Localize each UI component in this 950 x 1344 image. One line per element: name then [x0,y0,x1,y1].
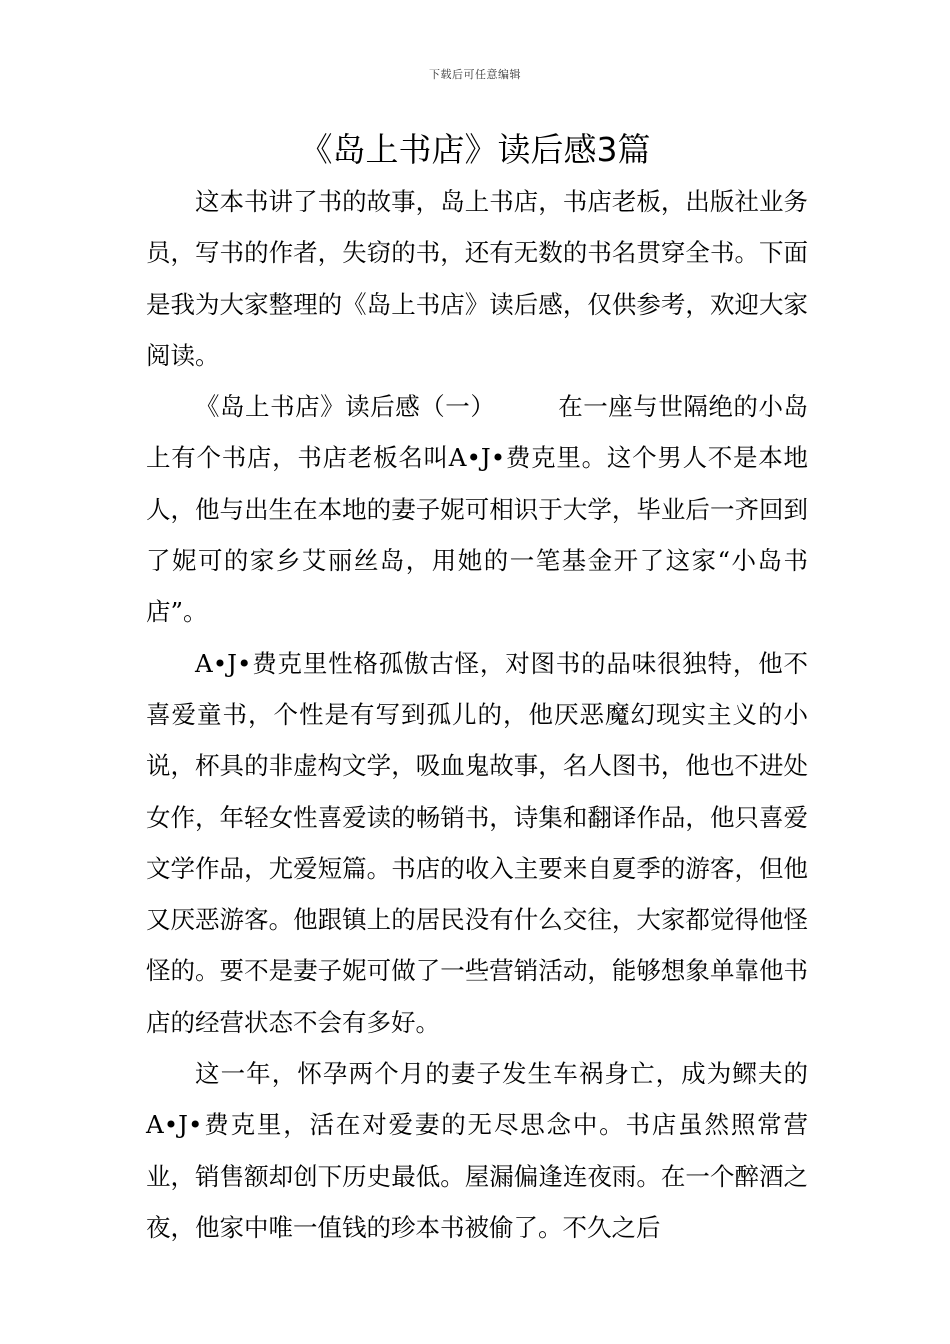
header-note: 下载后可任意编辑 [429,68,521,81]
document-title: 《岛上书店》读后感3篇 [299,130,651,169]
paragraph-part-one: 《岛上书店》读后感（一） 在一座与世隔绝的小岛上有个书店，书店老板名叫A•J•费克里。这个男人不是本地人，他与出生在本地的妻子妮可相识于大学，毕业后一齐回到了妮可的家乡艾丽丝岛，用她的一笔基金开了这家“小岛书店”。 [146,392,808,627]
paragraph-character: A•J•费克里性格孤傲古怪，对图书的品味很独特，他不喜爱童书，个性是有写到孤儿的，他厌恶魔幻现实主义的小说，杯具的非虚构文学，吸血鬼故事，名人图书，他也不进处女作，年轻女性喜爱读的畅销书，诗集和翻译作品，他只喜爱文学作品，尤爱短篇。书店的收入主要来自夏季的游客，但他又厌恶游客。他跟镇上的居民没有什么交往，大家都觉得他怪怪的。要不是妻子妮可做了一些营销活动，能够想象单靠他书店的经营状态不会有多好。 [146,648,808,1037]
paragraph-tragedy: 这一年，怀孕两个月的妻子发生车祸身亡，成为鳏夫的A•J•费克里，活在对爱妻的无尽思念中。书店虽然照常营业，销售额却创下历史最低。屋漏偏逢连夜雨。在一个醉酒之夜，他家中唯一值钱的珍本书被偷了。不久之后 [146,1059,808,1242]
paragraph-intro: 这本书讲了书的故事，岛上书店，书店老板，出版社业务员，写书的作者，失窃的书，还有无数的书名贯穿全书。下面是我为大家整理的《岛上书店》读后感，仅供参考，欢迎大家阅读。 [146,187,808,370]
document-body [146,176,808,1253]
